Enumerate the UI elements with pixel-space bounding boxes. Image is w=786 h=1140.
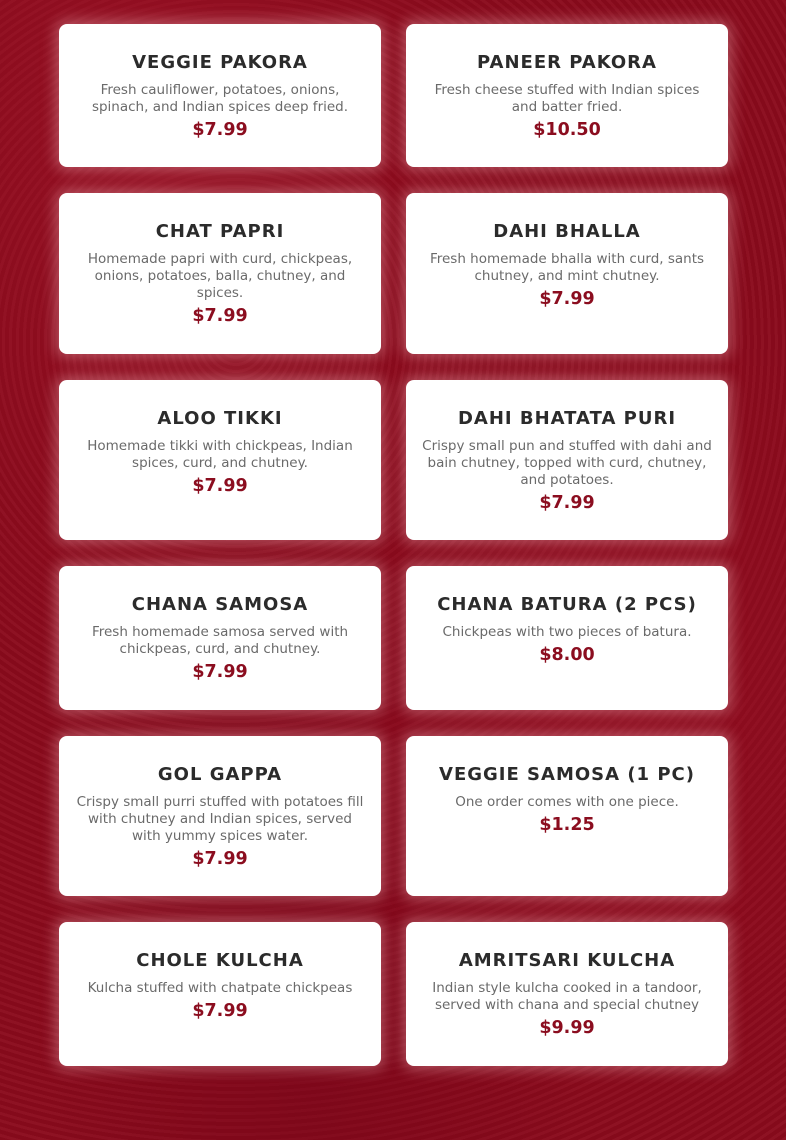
menu-item-description: Homemade tikki with chickpeas, Indian spices, curd, and chutney. [87, 438, 353, 471]
menu-item-card[interactable] [406, 922, 728, 1066]
menu-item-price: $9.99 [539, 1018, 595, 1038]
menu-item-price: $1.25 [539, 815, 595, 835]
menu-item-description: Fresh homemade bhalla with curd, sants chutney, and mint chutney. [429, 251, 705, 284]
menu-item-price: $7.99 [539, 289, 595, 309]
menu-item-name: DAHI BHATATA PURI [457, 408, 677, 429]
menu-item-card[interactable] [406, 24, 728, 167]
menu-item-price: $7.99 [192, 476, 248, 496]
menu-item-card[interactable] [59, 24, 381, 167]
menu-item-name: GOL GAPPA [157, 764, 283, 785]
menu-item-description: Indian style kulcha cooked in a tandoor, served with chana and special chutney [432, 980, 702, 1013]
menu-item-price: $7.99 [192, 306, 248, 326]
menu-item-price: $7.99 [192, 120, 248, 140]
menu-item-name: CHANA BATURA (2 PCS) [437, 594, 697, 615]
menu-item-description: Homemade papri with curd, chickpeas, onions, potatoes, balla, chutney, and spices. [87, 251, 353, 301]
menu-item-name: CHANA SAMOSA [131, 594, 309, 615]
menu-item-name: VEGGIE PAKORA [132, 52, 308, 73]
menu-item-name: ALOO TIKKI [157, 408, 283, 429]
menu-item-description: One order comes with one piece. [455, 794, 679, 810]
menu-item-name: CHAT PAPRI [155, 221, 285, 242]
menu-item-card[interactable] [59, 922, 381, 1066]
menu-item-card[interactable] [406, 566, 728, 710]
menu-item-price: $10.50 [533, 120, 601, 140]
menu-item-card[interactable] [406, 380, 728, 540]
menu-item-name: VEGGIE SAMOSA (1 PC) [439, 764, 695, 785]
menu-item-card[interactable] [59, 566, 381, 710]
menu-item-name: PANEER PAKORA [477, 52, 657, 73]
menu-item-card[interactable] [406, 736, 728, 896]
menu-item-price: $7.99 [192, 662, 248, 682]
menu-item-description: Fresh homemade samosa served with chickpeas, curd, and chutney. [91, 624, 349, 657]
menu-item-name: DAHI BHALLA [493, 221, 641, 242]
menu-item-card[interactable] [59, 193, 381, 354]
menu-item-description: Kulcha stuffed with chatpate chickpeas [87, 980, 353, 996]
menu-item-description: Fresh cauliflower, potatoes, onions, spinach, and Indian spices deep fried. [91, 82, 349, 115]
menu-item-price: $7.99 [192, 1001, 248, 1021]
menu-item-description: Crispy small purri stuffed with potatoes fill with chutney and Indian spices, served with yummy spices water. [76, 794, 364, 844]
menu-item-price: $8.00 [539, 645, 595, 665]
menu-item-card[interactable] [406, 193, 728, 354]
menu-item-description: Chickpeas with two pieces of batura. [442, 624, 692, 640]
menu-item-price: $7.99 [192, 849, 248, 869]
menu-item-description: Fresh cheese stuffed with Indian spices and batter fried. [434, 82, 700, 115]
menu-item-name: AMRITSARI KULCHA [458, 950, 676, 971]
menu-item-card[interactable] [59, 380, 381, 540]
menu-item-card[interactable] [59, 736, 381, 896]
menu-item-description: Crispy small pun and stuffed with dahi and bain chutney, topped with curd, chutney, and potatoes. [422, 438, 712, 488]
menu-item-price: $7.99 [539, 493, 595, 513]
menu-item-name: CHOLE KULCHA [136, 950, 304, 971]
